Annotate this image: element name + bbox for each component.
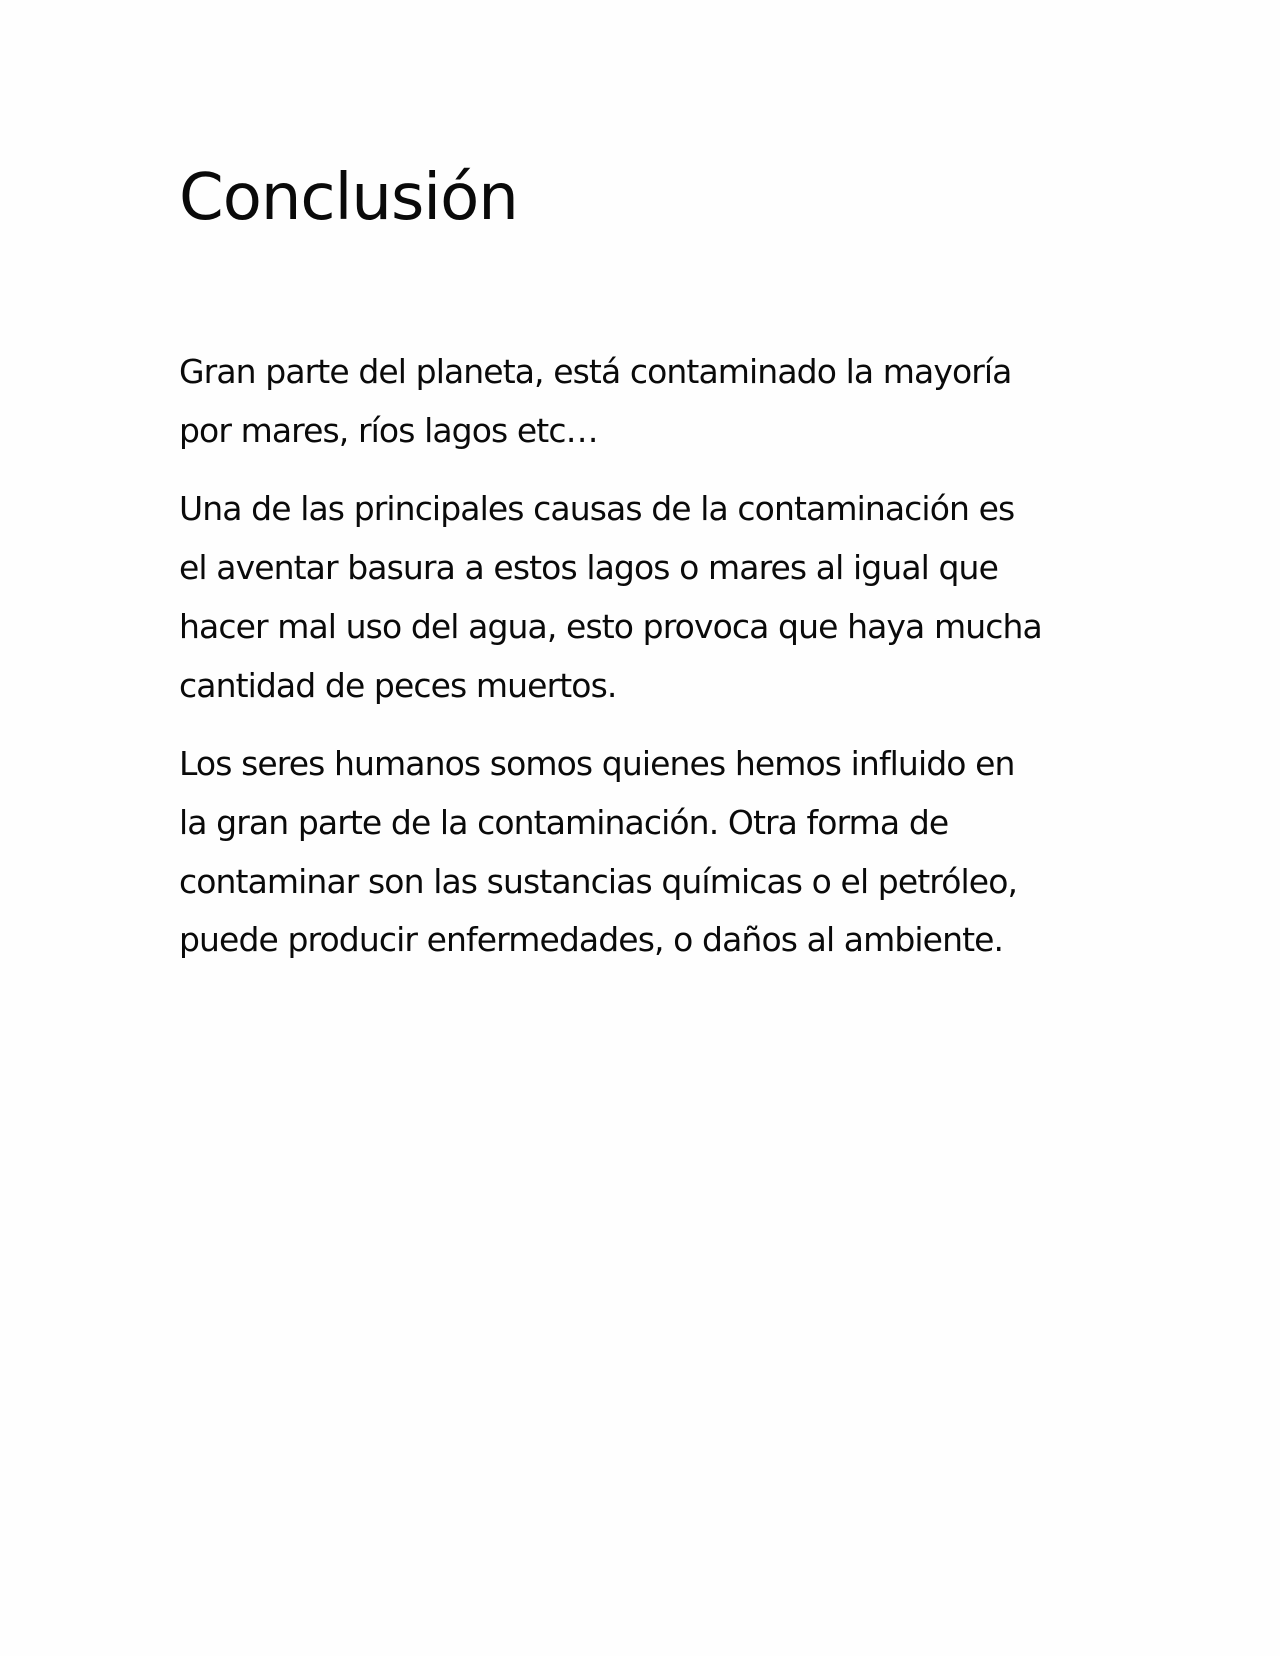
paragraph-line: por mares, ríos lagos etc… [179, 410, 598, 450]
paragraph-1 [179, 343, 1119, 460]
paragraph-line: Los seres humanos somos quienes hemos influido en [179, 744, 1015, 784]
paragraph-line: hacer mal uso del agua, esto provoca que haya mucha [179, 606, 1042, 646]
paragraph-line: Una de las principales causas de la contaminación es [179, 489, 1015, 529]
paragraph-line: cantidad de peces muertos. [179, 665, 617, 705]
paragraph-line: el aventar basura a estos lagos o mares al igual que [179, 548, 998, 588]
paragraph-line: contaminar son las sustancias químicas o el petróleo, [179, 861, 1018, 901]
paragraph-3 [179, 735, 1119, 970]
paragraph-line: la gran parte de la contaminación. Otra forma de [179, 802, 949, 842]
page-content [179, 150, 1119, 990]
paragraph-2 [179, 480, 1119, 715]
document-title: Conclusión [179, 161, 518, 235]
document-body [179, 343, 1119, 970]
paragraph-line: puede producir enfermedades, o daños al ambiente. [179, 920, 1004, 960]
paragraph-line: Gran parte del planeta, está contaminado la mayoría [179, 352, 1012, 391]
